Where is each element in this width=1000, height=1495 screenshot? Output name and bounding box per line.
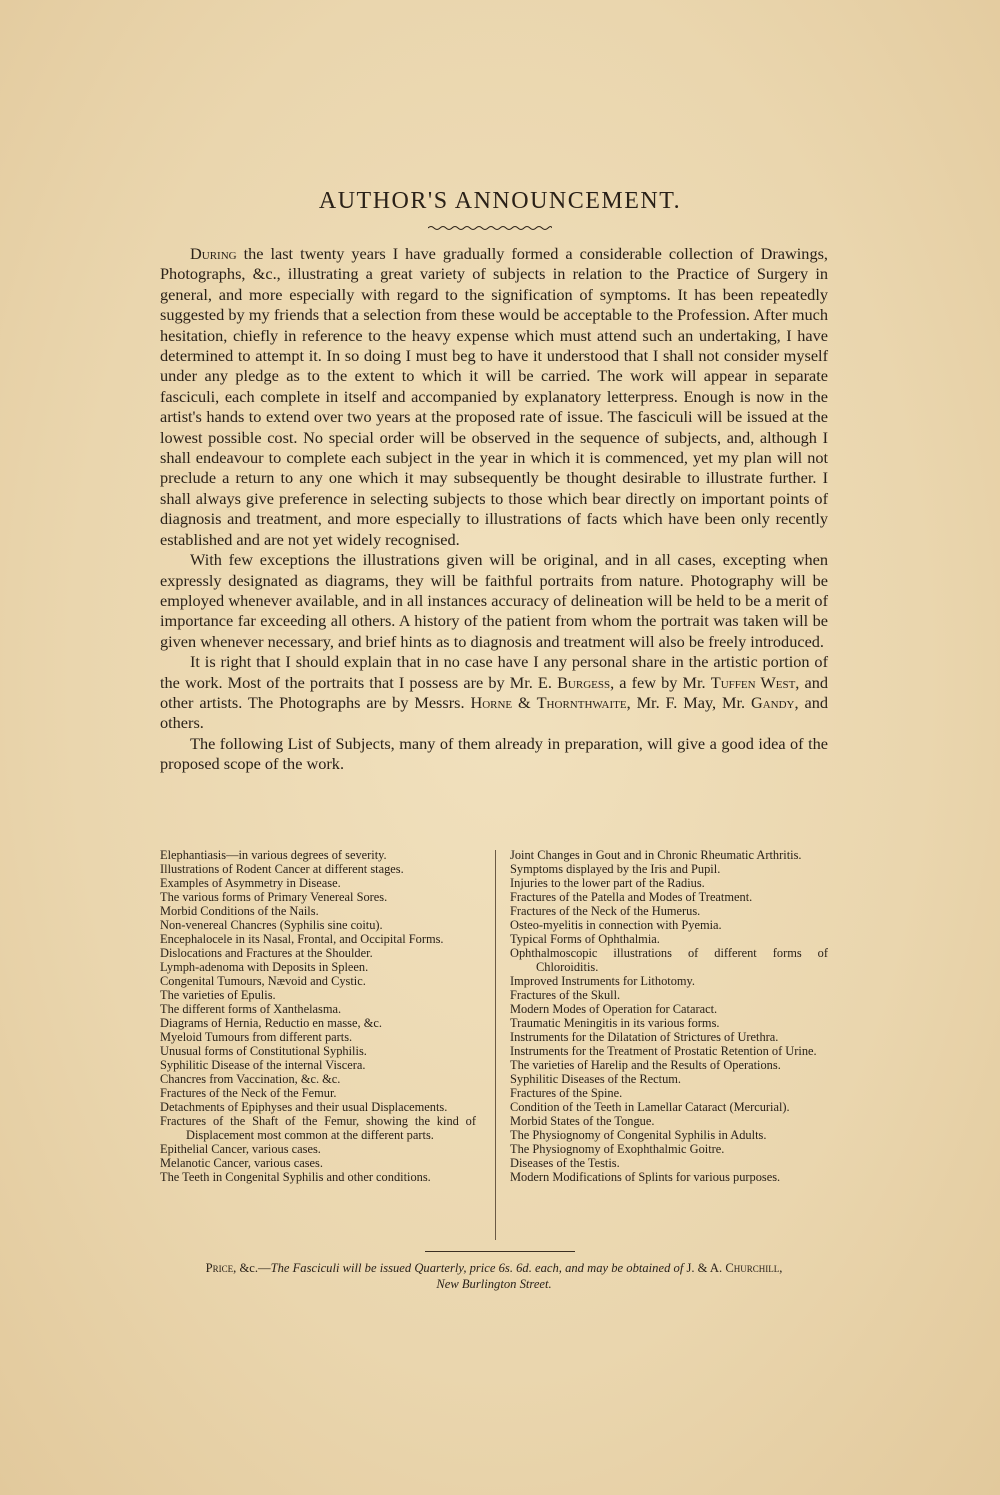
list-item: Typical Forms of Ophthalmia. [510,932,660,946]
subjects-left-column [160,848,476,1184]
paragraph-3: It is right that I should explain that in no case have I any personal share in the artistic portion of the work. Most of the portraits that I possess are by Mr. E. Burgess, a few by Mr. Tuffen West, and other artists. The Photographs are by Messrs. Horne & Thornthwaite, Mr. F. May, Mr. Gandy, and others. [160,652,828,733]
list-item: Chancres from Vaccination, &c. &c. [160,1072,341,1086]
list-item: Instruments for the Dilatation of Strictures of Urethra. [510,1030,779,1044]
list-item: Morbid Conditions of the Nails. [160,904,319,918]
list-item: Ophthalmoscopic illustrations of different forms of Chloroiditis. [510,946,828,974]
list-item: The Physiognomy of Exophthalmic Goitre. [510,1142,725,1156]
list-item: Condition of the Teeth in Lamellar Cataract (Mercurial). [510,1100,790,1114]
list-item: Fractures of the Patella and Modes of Treatment. [510,890,753,904]
list-item: The Teeth in Congenital Syphilis and other conditions. [160,1170,431,1184]
list-item: Joint Changes in Gout and in Chronic Rheumatic Arthritis. [510,848,802,862]
list-item: Fractures of the Skull. [510,988,621,1002]
list-item: Epithelial Cancer, various cases. [160,1142,321,1156]
paragraph-2: With few exceptions the illustrations given will be original, and in all cases, excepting when expressly designated as diagrams, they will be faithful portraits from nature. Photography will be employed whenever available, and in all instances accuracy of delineation will be held to be a merit of importance far exceeding all others. A history of the patient from whom the portrait was taken will be given whenever necessary, and brief hints as to diagnosis and treatment will also be freely introduced. [160,550,828,651]
list-item: Melanotic Cancer, various cases. [160,1156,323,1170]
announcement-body [160,244,828,775]
list-item: Syphilitic Diseases of the Rectum. [510,1072,682,1086]
list-item: Diseases of the Testis. [510,1156,620,1170]
list-item: Encephalocele in its Nasal, Frontal, and Occipital Forms. [160,932,444,946]
list-item: Detachments of Epiphyses and their usual Displacements. [160,1100,448,1114]
list-item: Fractures of the Shaft of the Femur, showing the kind of Displacement most common at the different parts. [160,1114,476,1142]
publisher-address: New Burlington Street. [436,1277,552,1291]
paragraph-1: During the last twenty years I have gradually formed a considerable collection of Drawings, Photographs, &c., illustrating a great variety of subjects in relation to the Practice of Surgery in general, and more especially with regard to the signification of symptoms. It has been repeatedly suggested by my friends that a selection from these would be acceptable to the Profession. After much hesitation, chiefly in reference to the heavy expense which must attend such an undertaking, I have determined to attempt it. In so doing I must beg to have it understood that I shall not consider myself under any pledge as to the extent to which it will be carried. The work will appear in separate fasciculi, each complete in itself and accompanied by explanatory letterpress. Enough is now in the artist's hands to extend over two years at the proposed rate of issue. The fasciculi will be issued at the lowest possible cost. No special order will be observed in the sequence of subjects, and, although I shall endeavour to complete each subject in the year in which it is commenced, yet my plan will not preclude a return to any one which it may subsequently be thought desirable to illustrate further. I shall always give preference in selecting subjects to those which bear directly on important points of diagnosis and treatment, and more especially to illustrations of facts which have been only recently established and are not yet widely recognised. [160,244,828,549]
list-item: Syphilitic Disease of the internal Viscera. [160,1058,366,1072]
list-item: Symptoms displayed by the Iris and Pupil. [510,862,721,876]
list-item: Unusual forms of Constitutional Syphilis. [160,1044,367,1058]
list-item: Fractures of the Neck of the Humerus. [510,904,701,918]
list-item: The various forms of Primary Venereal Sores. [160,890,388,904]
list-item: Osteo-myelitis in connection with Pyemia. [510,918,722,932]
list-item: Modern Modes of Operation for Cataract. [510,1002,718,1016]
page-title: AUTHOR'S ANNOUNCEMENT. [318,188,682,214]
list-item: Non-venereal Chancres (Syphilis sine coitu). [160,918,383,932]
drop-lead-word: During [190,244,237,263]
list-item: Fractures of the Spine. [510,1086,623,1100]
paragraph-4: The following List of Subjects, many of them already in preparation, will give a good idea of the proposed scope of the work. [160,733,828,774]
column-divider [495,850,496,1240]
list-item: The different forms of Xanthelasma. [160,1002,342,1016]
list-item: Examples of Asymmetry in Disease. [160,876,341,890]
subjects-right-column [510,848,828,1184]
list-item: Injuries to the lower part of the Radius. [510,876,705,890]
list-item: The varieties of Epulis. [160,988,276,1002]
price-rule [425,1251,575,1252]
list-item: Myeloid Tumours from different parts. [160,1030,353,1044]
list-item: Traumatic Meningitis in its various forms. [510,1016,720,1030]
list-item: The Physiognomy of Congenital Syphilis in Adults. [510,1128,767,1142]
subjects-list [160,848,828,1243]
list-item: Elephantiasis—in various degrees of severity. [160,848,387,862]
list-item: Modern Modifications of Splints for various purposes. [510,1170,781,1184]
list-item: Improved Instruments for Lithotomy. [510,974,696,988]
list-item: The varieties of Harelip and the Results of Operations. [510,1058,781,1072]
list-item: Dislocations and Fractures at the Shoulder. [160,946,373,960]
list-item: Illustrations of Rodent Cancer at different stages. [160,862,404,876]
list-item: Fractures of the Neck of the Femur. [160,1086,337,1100]
list-item: Lymph-adenoma with Deposits in Spleen. [160,960,369,974]
list-item: Congenital Tumours, Nævoid and Cystic. [160,974,366,988]
list-item: Diagrams of Hernia, Reductio en masse, &c. [160,1016,382,1030]
price-notice: Price, &c.—The Fasciculi will be issued Quarterly, price 6s. 6d. each, and may be obtained of J. & A. Churchill, New Burlington Street. [205,1261,783,1291]
list-item: Morbid States of the Tongue. [510,1114,655,1128]
list-item: Instruments for the Treatment of Prostatic Retention of Urine. [510,1044,817,1058]
title-ornament-divider [428,224,552,232]
